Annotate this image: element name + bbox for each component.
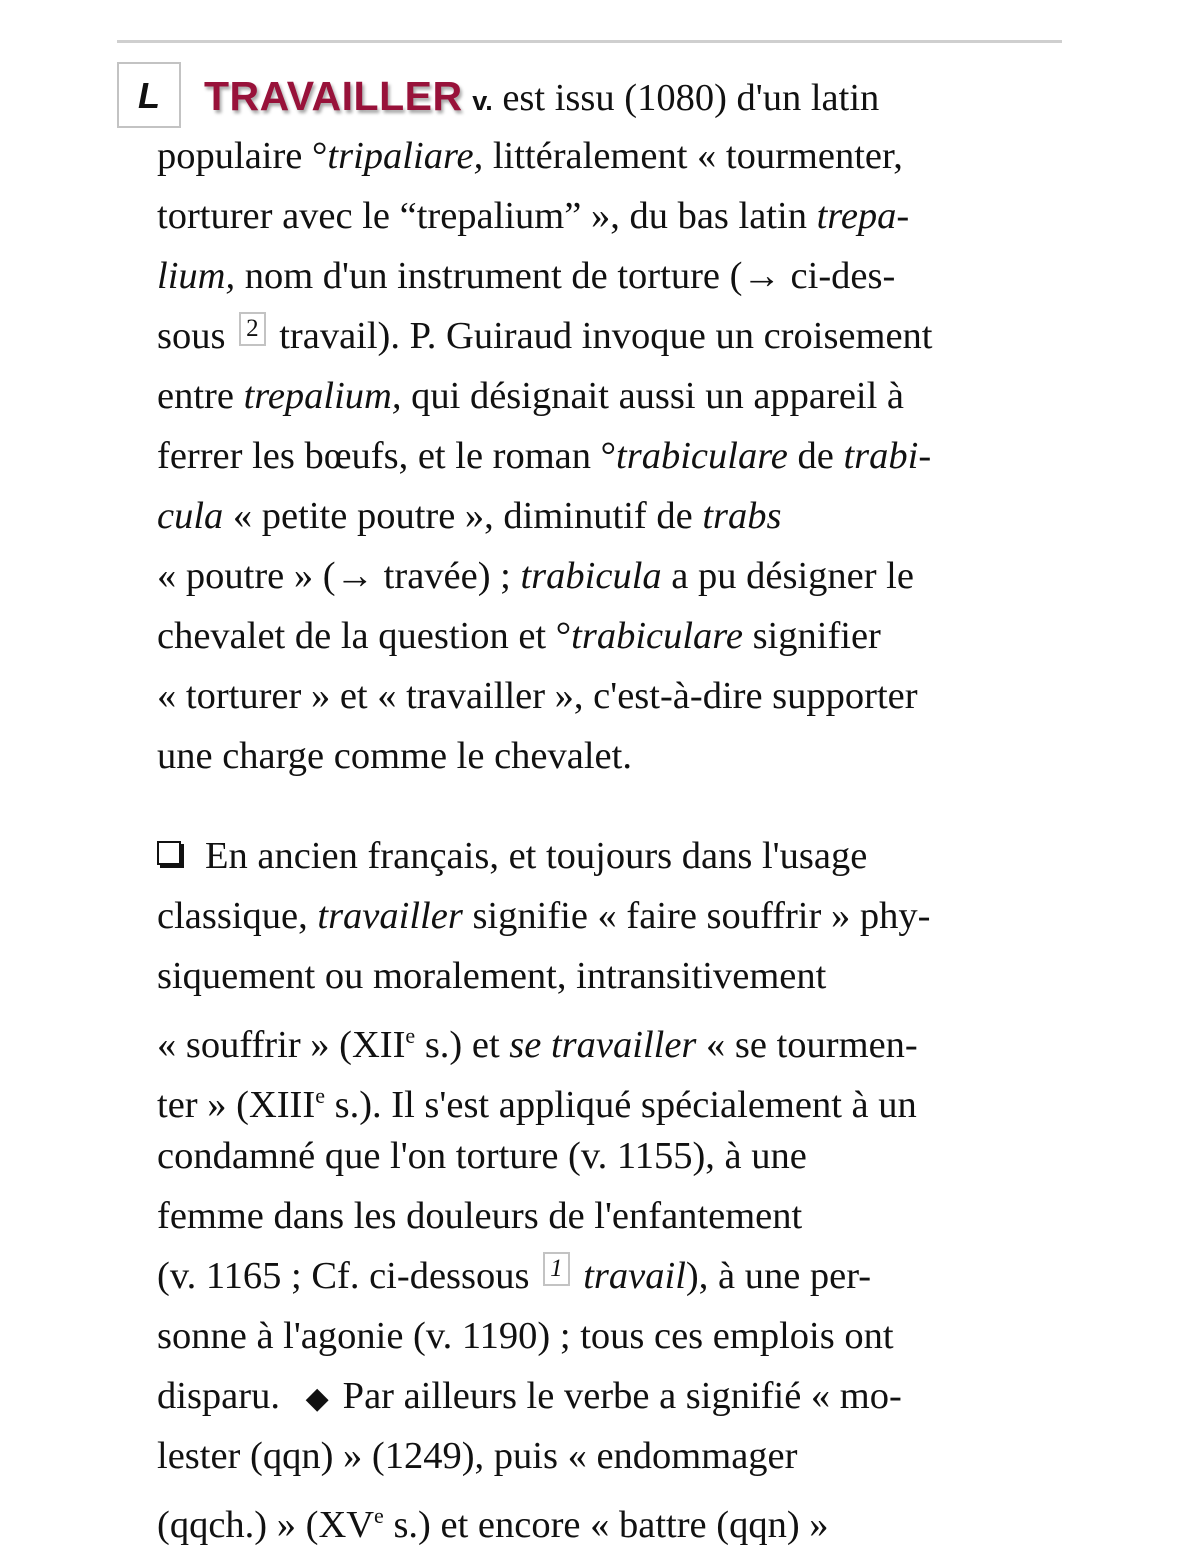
text-run: populaire ° [157,135,328,177]
italic-term: trabiculare [571,615,743,657]
text-run: (v. 1165 ; Cf. ci-dessous [157,1255,540,1297]
entry-line [157,186,1077,246]
text-run: disparu. [157,1375,290,1417]
italic-term: tripaliare, [327,135,484,177]
text-run: s.) et [415,1023,510,1066]
entry-line [157,246,1077,306]
text-run: signifier [742,615,881,657]
text-run: est issu (1080) d'un latin [492,77,880,119]
italic-term: trabiculare [616,435,788,477]
text-run: signifie « faire souffrir » phy- [462,895,931,937]
text-run: qui désignait aussi un appareil à [401,375,905,417]
entry-line [157,886,1077,946]
text-run: « torturer » et « travailler », c'est-à-dire supporter [157,675,918,717]
entry-line [157,1066,1077,1126]
text-run: torturer avec le “trepalium” », du bas latin [157,195,817,237]
entry-line [157,1186,1077,1246]
text-run: sonne à l'agonie (v. 1190) ; tous ces emplois ont [157,1315,894,1357]
entry-line [157,366,1077,426]
italic-term: cula [157,495,224,537]
paragraph-gap [157,786,1077,826]
italic-term: trabicula [520,555,662,597]
diamond-icon: ◆ [305,1382,329,1415]
entry-line [157,666,1077,726]
roman-numeral: XV [318,1503,375,1546]
italic-term: trabs [702,495,782,537]
century-superscript: e [374,1503,384,1528]
entry-line [157,546,1077,606]
text-run: lester (qqn) » (1249), puis « endommager [157,1435,798,1477]
entry-line [157,826,1077,886]
text-run: Par ailleurs le verbe a signifié « mo- [342,1375,902,1417]
text-run: s.) et encore « battre (qqn) » [383,1503,829,1546]
entry-line [157,486,1077,546]
text-run: entre [157,375,244,417]
dictionary-source-badge: L [117,62,181,128]
text-run: (qqch.) » ( [157,1503,319,1546]
text-run: En ancien français, et toujours dans l'usage [205,835,868,877]
italic-term: trabi- [843,435,932,477]
entry-line [157,1306,1077,1366]
text-run: ferrer les bœufs, et le roman ° [157,435,617,477]
entry-line [157,1426,1077,1486]
dictionary-entry [157,66,1077,1546]
italic-term: trepalium, [243,375,402,417]
entry-line [157,1366,1077,1426]
text-run: classique, [157,895,318,937]
italic-term: lium, [157,255,236,297]
text-run: s.). Il s'est appliqué spécialement à un [324,1083,917,1126]
italic-term: travail [573,1255,686,1297]
entry-first-line [157,66,1077,126]
entry-line [157,1246,1077,1306]
top-rule [117,40,1062,43]
text-run: chevalet de la question et ° [157,615,572,657]
entry-line [157,306,1077,366]
text-run: de [787,435,844,477]
century-superscript: e [315,1083,325,1108]
text-run: « se tourmen- [696,1023,918,1066]
entry-line [157,606,1077,666]
paragraph-box-icon [157,841,181,865]
text-run: femme dans les douleurs de l'enfantement [157,1195,803,1237]
entry-line [157,426,1077,486]
headword: TRAVAILLER [204,73,463,119]
text-run: travail). P. Guiraud invoque un croisement [269,315,933,357]
entry-line [157,1006,1077,1066]
text-run: a pu désigner le [661,555,914,597]
italic-term: se travailler [509,1023,697,1066]
century-superscript: e [405,1023,416,1048]
text-run: « poutre » (→ travée) ; [157,555,521,597]
text-run: ), à une per- [685,1255,872,1297]
text-run: siquement ou moralement, intransitivement [157,955,827,997]
italic-term: travailler [317,895,463,937]
part-of-speech: v. [472,86,493,116]
roman-numeral: XIII [248,1083,316,1126]
text-run: « souffrir » ( [157,1023,352,1066]
entry-line [157,1486,1077,1546]
cross-reference-number: 1 [543,1252,570,1286]
italic-term: trepa- [816,195,910,237]
text-run: « petite poutre », diminutif de [223,495,703,537]
text-run: sous [157,315,236,357]
text-run: une charge comme le chevalet. [157,735,632,777]
entry-line-text [493,77,880,119]
meaning-paragraph [157,826,1077,1546]
cross-reference-number: 2 [239,312,266,346]
roman-numeral: XII [351,1023,406,1066]
text-run: condamné que l'on torture (v. 1155), à une [157,1135,807,1177]
entry-line [157,126,1077,186]
entry-line [157,946,1077,1006]
text-run: ter » ( [157,1083,249,1126]
entry-line [157,1126,1077,1186]
entry-line [157,726,1077,786]
etymology-paragraph [157,126,1077,786]
text-run: nom d'un instrument de torture (→ ci-des- [235,255,896,297]
text-run: littéralement « tourmenter, [483,135,903,177]
